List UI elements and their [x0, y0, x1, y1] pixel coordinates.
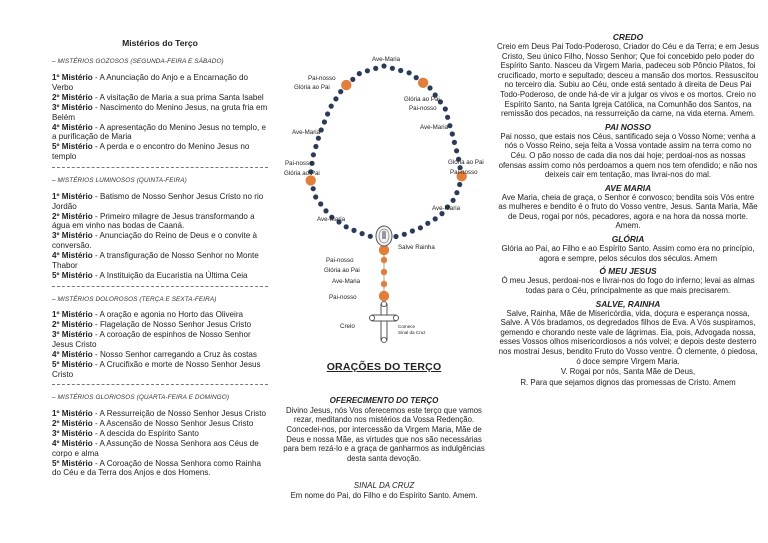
label-ave-maria-right-2: Ave-Maria [432, 205, 461, 212]
mystery-item [52, 419, 268, 429]
prayer-heading: Ó MEU JESUS [599, 266, 657, 277]
label-ave-maria-bottom: Ave-Maria [332, 278, 361, 285]
mystery-group [52, 58, 268, 168]
mystery-item [52, 350, 268, 360]
pendant-bead [381, 257, 387, 263]
ave-maria-bead [425, 221, 430, 226]
offering-heading: OFERECIMENTO DO TERÇO [329, 396, 439, 405]
label-sinal-da-cruz: Sinal da Cruz [398, 330, 426, 335]
mystery-text: - A Crucifixão e morte de Nosso Senhor Jesus Cristo [52, 359, 261, 379]
pendant-bead [379, 291, 389, 301]
mystery-item [52, 73, 268, 93]
mysteries-groups [52, 58, 268, 478]
mystery-number: 5º Mistério [52, 270, 93, 280]
mystery-item [52, 123, 268, 143]
ave-maria-bead [381, 63, 386, 68]
prayer-heading: CREDO [612, 32, 644, 42]
sign-of-cross-heading: SINAL DA CRUZ [353, 481, 415, 490]
prayer-text: Creio em Deus Pai Todo-Poderoso, Criador do Céu e da Terra; e em Jesus Cristo, Seu único Filho, Nosso Senhor; Que foi concebido pelo poder do Espírito Santo. Nasceu da Virgem Maria, padeceu sob Pôncio Pilatos, foi crucificado, morto e sepultado; desceu a mansão dos mortos. Ressuscitou no terceiro dia. Subiu ao Céu, onde está sentado à direita de Deus Pai Todo-Poderoso, de onde há-de vir a julgar os vivos e os mortos. Creio no Espírito Santo, na Santa Igreja Católica, na Comunhão dos Santos, na remissão dos pecados, na ressurreição da carne, na vida eterna. Amem. [497, 42, 759, 119]
prayer-section [497, 32, 759, 119]
ave-maria-bead [450, 131, 455, 136]
mystery-item [52, 330, 268, 350]
mystery-text: - A Instituição da Eucaristia na Última Ceia [92, 270, 248, 280]
label-creio: Creio [340, 323, 355, 330]
mystery-text: - A coroação de espinhos de Nosso Senhor Jesus Cristo [52, 330, 251, 349]
mystery-text: - Batismo de Nosso Senhor Jesus Cristo no rio Jordão [52, 191, 264, 211]
ave-maria-bead [333, 96, 338, 101]
label-ave-maria-right: Ave-Maria [420, 124, 449, 131]
mystery-item [52, 310, 268, 320]
dashed-divider [52, 384, 268, 385]
prayer-response: R. Para que sejamos dignos das promessas de Cristo. Amem [520, 377, 736, 387]
medal-icon [376, 226, 392, 246]
ave-maria-bead [457, 182, 462, 187]
prayer-section [497, 122, 759, 180]
prayer-section [497, 266, 759, 295]
label-gloria-3: Glória ao Pai [284, 170, 320, 177]
mystery-text: - Anunciação do Reino de Deus e o convite à conversão. [52, 231, 257, 251]
mystery-group-title: – MISTÉRIOS GOZOSOS (SEGUNDA-FEIRA E SÁBADO) [52, 58, 224, 66]
mystery-number: 3º Mistério [52, 428, 93, 438]
mystery-item [52, 439, 268, 459]
ave-maria-bead [351, 228, 356, 233]
ave-maria-bead [338, 89, 343, 94]
mysteries-title: Mistérios do Terço [122, 38, 198, 48]
mystery-number: 4º Mistério [52, 251, 93, 260]
mystery-text: - Nosso Senhor carregando a Cruz às costas [92, 349, 257, 359]
mystery-item [52, 142, 268, 162]
ave-maria-bead [360, 231, 365, 236]
label-pai-nosso-6: Pai-nosso [329, 294, 357, 301]
ave-maria-bead [368, 234, 373, 239]
label-ave-maria-top: Ave-Maria [372, 56, 401, 63]
mystery-text: - A perda e o encontro do Menino Jesus no templo [52, 142, 250, 162]
mystery-item [52, 429, 268, 439]
prayer-section [497, 299, 759, 388]
ave-maria-bead [390, 66, 395, 71]
ave-maria-bead [454, 148, 459, 153]
mystery-item [52, 192, 268, 212]
prayers-title: ORAÇÕES DO TERÇO [326, 361, 442, 373]
label-gloria-5: Glória ao Pai [324, 267, 360, 274]
ave-maria-bead [452, 140, 457, 145]
mystery-number: 4º Mistério [52, 438, 93, 448]
mystery-item [52, 271, 268, 281]
mystery-item [52, 93, 268, 103]
prayer-text: Glória ao Pai, ao Filho e ao Espírito Santo. Assim como era no princípio, agora e sempre, pelos séculos dos séculos. Amem [501, 244, 755, 263]
mystery-item [52, 320, 268, 330]
mystery-number: 1º Mistério [52, 191, 93, 201]
mystery-number: 3º Mistério [52, 102, 93, 112]
mystery-text: - Flagelação de Nosso Senhor Jesus Cristo [92, 320, 252, 330]
ave-maria-bead [329, 104, 334, 109]
offering-section [280, 396, 488, 463]
prayer-text: Ó meu Jesus, perdoai-nos e livrai-nos do fogo do inferno; levai as almas todas para o Céu, principalmente as que mais precisarem. [501, 276, 755, 296]
ave-maria-bead [445, 115, 450, 120]
mystery-item [52, 231, 268, 251]
mystery-group-title: – MISTÉRIOS DOLOROSOS (TERÇA E SEXTA-FEIRA) [52, 295, 217, 303]
mystery-text: - Nascimento do Menino Jesus, na gruta fria em Belém [52, 102, 268, 122]
ave-maria-bead [410, 228, 415, 233]
ave-maria-bead [433, 216, 438, 221]
ave-maria-bead [402, 232, 407, 237]
mystery-number: 1º Mistério [52, 409, 93, 419]
mysteries-column [52, 38, 268, 481]
mystery-group [52, 296, 268, 386]
mystery-text: - A Coroação de Nossa Senhora como Rainha do Céu e da Terra dos Anjos e dos Homens. [52, 458, 262, 478]
mystery-number: 2º Mistério [52, 93, 93, 103]
ave-maria-bead [373, 66, 378, 71]
ave-maria-bead [443, 106, 448, 111]
ave-maria-bead [427, 85, 432, 90]
mystery-group-title: – MISTÉRIOS LUMINOSOS (QUINTA-FEIRA) [52, 177, 187, 185]
mystery-text: - A apresentação do Menino Jesus no templo, e a purificação de Maria [52, 122, 266, 142]
ave-maria-bead [365, 68, 370, 73]
label-pai-nosso-4: Pai-nosso [450, 169, 478, 176]
label-pai-nosso-2: Pai-nosso [409, 105, 437, 112]
mystery-number: 4º Mistério [52, 122, 93, 132]
mystery-number: 5º Mistério [52, 359, 93, 369]
prayer-text: Salve, Rainha, Mãe de Misericórdia, vida, doçura e esperança nossa, Salve. A Vós bradamos, os degredados filhos de Eva. A Vós suspiramos, gemendo e chorando neste vale de lágrimas. Eia, pois, Advogada nossa, esses Vossos olhos misericordiosos a nós volvei; e depois deste desterro nos mostrai Jesus, bendito Fruto do Vosso ventre. Ó clemente, ó piedosa, ó doce sempre Virgem Maria. [498, 308, 758, 366]
prayer-heading: SALVE, RAINHA [595, 298, 661, 309]
rosary-diagram [280, 38, 488, 348]
ave-maria-bead [311, 186, 316, 191]
ave-maria-bead [414, 75, 419, 80]
mystery-text: - A descida do Espírito Santo [92, 428, 199, 438]
label-ave-maria-left: Ave-Maria [292, 129, 321, 136]
sign-of-cross-text: Em nome do Pai, do Filho e do Espírito Santo. Amem. [290, 490, 478, 500]
prayer-section [497, 183, 759, 231]
mystery-text: - Primeiro milagre de Jesus transformando a água em vinho nas bodas de Caaná. [52, 211, 255, 231]
mystery-number: 4º Mistério [52, 349, 93, 359]
pai-nosso-bead [341, 80, 351, 90]
mystery-number: 5º Mistério [52, 458, 93, 468]
ave-maria-bead [318, 201, 323, 206]
ave-maria-bead [325, 111, 330, 116]
ave-maria-bead [407, 70, 412, 75]
ave-maria-bead [313, 194, 318, 199]
crucifix-icon [369, 301, 398, 342]
mystery-number: 2º Mistério [52, 419, 93, 429]
pendant-bead [381, 281, 387, 287]
label-pai-nosso-5: Pai-nosso [326, 257, 354, 264]
mystery-text: - A Assunção de Nossa Senhora aos Céus de corpo e alma [52, 438, 259, 458]
ave-maria-bead [398, 68, 403, 73]
mystery-text: - A oração e agonia no Horto das Oliveira [92, 310, 244, 320]
ave-maria-bead [454, 190, 459, 195]
pai-nosso-bead [418, 78, 428, 88]
mystery-item [52, 212, 268, 232]
mystery-number: 2º Mistério [52, 320, 93, 330]
prayer-response: V. Rogai por nós, Santa Mãe de Deus, [560, 367, 696, 377]
mystery-group [52, 394, 268, 478]
prayer-heading: AVE MARIA [604, 182, 652, 193]
mystery-item [52, 459, 268, 479]
mystery-item [52, 251, 268, 271]
mystery-text: - A transfiguração de Nosso Senhor no Monte Thabor [52, 251, 259, 270]
mystery-group [52, 177, 268, 287]
ave-maria-bead [311, 152, 316, 157]
label-salve-rainha: Salve Rainha [398, 244, 435, 251]
prayer-text: Pai nosso, que estais nos Céus, santificado seja o Vosso Nome; venha a nós o Vosso Reino, seja feita a Vossa vontade assim na terra como no Céu. O pão nosso de cada dia nos dai hoje; perdoai-nos as nossas ofensas assim como nós perdoamos a quem nos tem ofendido; e não nos deixeis cair em tentação, mas livrai-nos do mal. [498, 131, 758, 180]
dashed-divider [52, 286, 268, 287]
mystery-text: - A Ressurreição de Nosso Senhor Jesus Cristo [92, 409, 266, 419]
sign-of-cross-section [280, 481, 488, 500]
ave-maria-bead [350, 77, 355, 82]
label-comece: Comece [398, 324, 416, 329]
mystery-text: - A visitação de Maria a sua prima Santa Isabel [92, 93, 264, 103]
label-gloria-1: Glória ao Pai [294, 84, 330, 91]
ave-maria-bead [313, 144, 318, 149]
ave-maria-bead [451, 198, 456, 203]
label-pai-nosso-1: Pai-nosso [308, 75, 336, 82]
mystery-item [52, 409, 268, 419]
prayer-text: Ave Maria, cheia de graça, o Senhor é convosco; bendita sois Vós entre as mulheres e bendito é o fruto do Vosso ventre, Jesus. Santa Maria, Mãe de Deus, rogai por nós, pecadores, agora e na hora da nossa morte. Amem. [498, 192, 758, 231]
ave-maria-bead [323, 208, 328, 213]
mystery-item [52, 103, 268, 123]
offering-text: Divino Jesus, nós Vos oferecemos este terço que vamos rezar, meditando nos mistérios da Vossa Redenção. Concedei-nos, por intercessão da Virgem Maria, Mãe de Deus e nossa Mãe, as virtudes que nos são necessárias para bem rezá-lo e a graça de ganharmos as indulgências desta santa devoção. [283, 405, 485, 463]
dashed-divider [52, 167, 268, 168]
ave-maria-bead [316, 136, 321, 141]
label-ave-maria-left-2: Ave-Maria [317, 216, 346, 223]
mystery-number: 2º Mistério [52, 211, 93, 221]
prayer-heading: PAI NOSSO [605, 121, 651, 132]
prayers-column [497, 29, 759, 388]
mystery-number: 3º Mistério [52, 231, 93, 241]
prayer-section [497, 234, 759, 263]
ave-maria-bead [393, 234, 398, 239]
mystery-text: - A Anunciação do Anjo e a Encarnação do Verbo [52, 73, 248, 93]
mystery-number: 5º Mistério [52, 142, 93, 152]
mystery-item [52, 360, 268, 380]
label-gloria-2: Glória ao Pai [404, 96, 440, 103]
prayer-heading: GLÓRIA [611, 234, 645, 245]
mystery-group-title: – MISTÉRIOS GLORIOSOS (QUARTA-FEIRA E DOMINGO) [52, 394, 230, 402]
ave-maria-bead [322, 119, 327, 124]
label-gloria-4: Glória ao Pai [448, 159, 484, 166]
mystery-number: 1º Mistério [52, 73, 93, 83]
mystery-number: 1º Mistério [52, 310, 93, 320]
mystery-text: - A Ascensão de Nosso Senhor Jesus Cristo [92, 419, 254, 429]
pendant-bead [381, 269, 387, 275]
ave-maria-bead [344, 224, 349, 229]
mystery-number: 3º Mistério [52, 330, 93, 340]
ave-maria-bead [357, 71, 362, 76]
ave-maria-bead [418, 225, 423, 230]
label-pai-nosso-3: Pai-nosso [285, 160, 313, 167]
